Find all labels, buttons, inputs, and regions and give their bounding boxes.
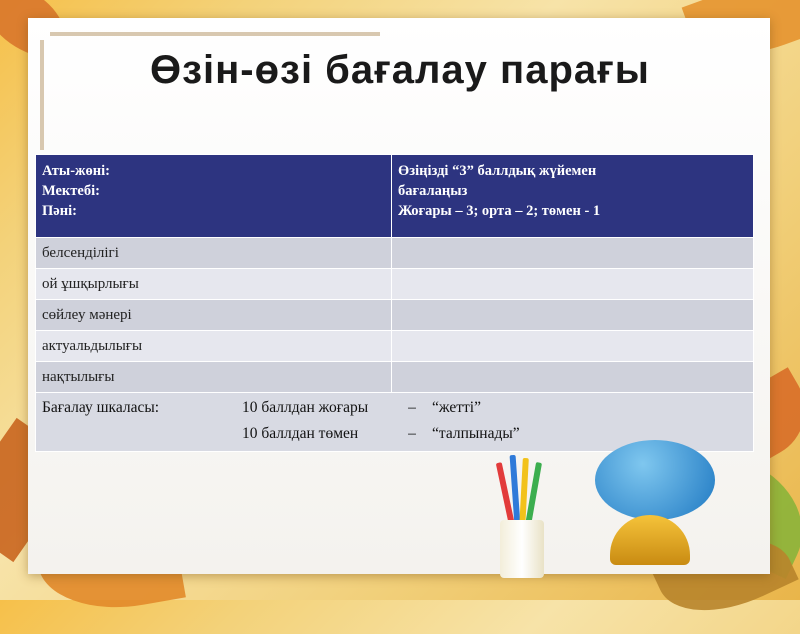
table-row [36, 362, 754, 393]
instruction-line: Өзіңізді “3” баллдық жүйемен [398, 163, 597, 179]
scale-dash: – [408, 425, 416, 442]
criterion-cell: нақтылығы [36, 362, 392, 393]
instructions-cell [392, 155, 754, 238]
criterion-cell: сөйлеу мәнері [36, 300, 392, 331]
score-cell[interactable] [392, 362, 754, 393]
scale-range-low: 10 баллдан төмен [242, 425, 359, 442]
scale-dash: – [408, 399, 416, 416]
criterion-cell: ой ұшқырлығы [36, 269, 392, 300]
scale-range-high: 10 баллдан жоғары [242, 399, 369, 416]
pencil-cup-illustration [500, 520, 544, 578]
scoring-key: Жоғары – 3; орта – 2; төмен - 1 [398, 203, 601, 219]
school-label: Мектебі: [42, 183, 100, 199]
criterion-cell: актуальдылығы [36, 331, 392, 362]
scale-result-low: “талпынады” [432, 425, 520, 442]
table-header-row [36, 155, 754, 238]
self-assessment-table [35, 154, 754, 452]
table-row [36, 300, 754, 331]
name-label: Аты-жөні: [42, 163, 110, 179]
slide-title: Өзін-өзі бағалау парағы [150, 48, 650, 92]
globe-illustration [595, 440, 715, 520]
criterion-cell: белсенділігі [36, 238, 392, 269]
grading-scale [42, 395, 747, 447]
student-info-cell [36, 155, 392, 238]
card-accent-line [50, 32, 380, 36]
subject-label: Пәні: [42, 203, 77, 219]
instruction-line: бағалаңыз [398, 183, 468, 199]
table-row [36, 331, 754, 362]
score-cell[interactable] [392, 269, 754, 300]
scale-result-high: “жетті” [432, 399, 481, 416]
table-row [36, 238, 754, 269]
score-cell[interactable] [392, 300, 754, 331]
table-row [36, 269, 754, 300]
score-cell[interactable] [392, 238, 754, 269]
score-cell[interactable] [392, 331, 754, 362]
grading-scale-label: Бағалау шкаласы: [42, 399, 160, 416]
